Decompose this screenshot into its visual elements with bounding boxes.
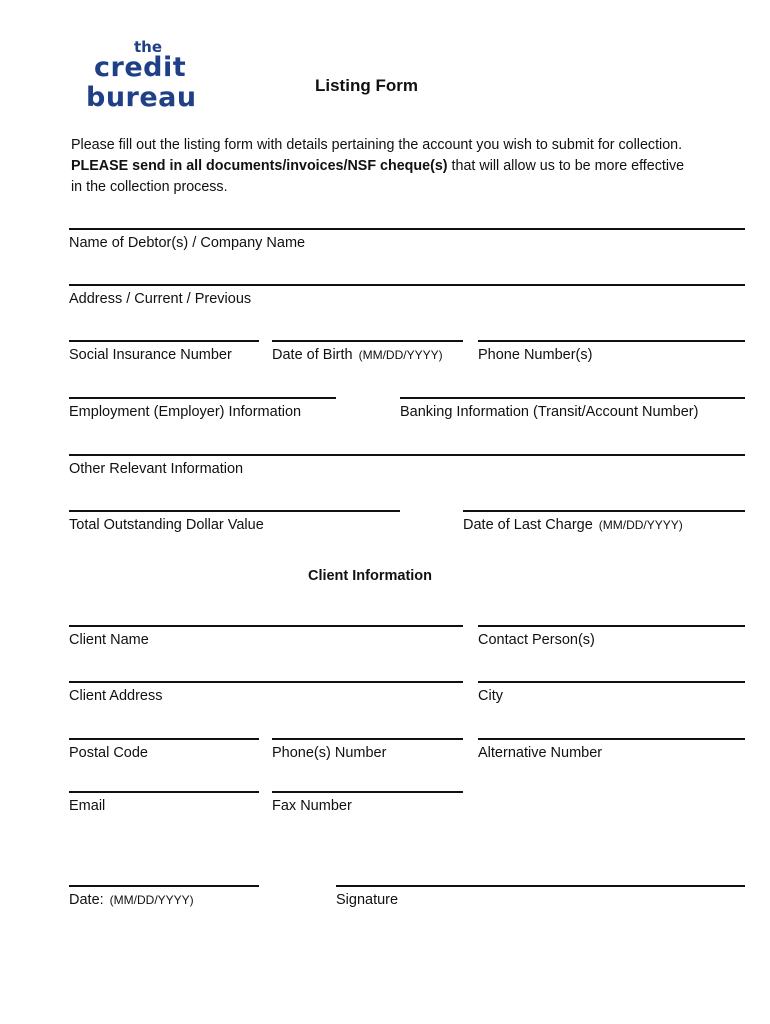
phone-field[interactable]	[478, 340, 745, 363]
client-name-label: Client Name	[69, 632, 149, 648]
banking-label: Banking Information (Transit/Account Number)	[400, 404, 699, 420]
intro-text	[71, 135, 751, 198]
banking-field[interactable]	[400, 397, 745, 420]
city-label: City	[478, 688, 503, 704]
email-label: Email	[69, 798, 106, 814]
intro-line-3: in the collection process.	[71, 179, 228, 195]
contact-person-field[interactable]	[478, 625, 745, 648]
email-field[interactable]	[69, 791, 259, 814]
date-field[interactable]	[69, 885, 259, 908]
debtor-address-label: Address / Current / Previous	[69, 291, 252, 307]
client-address-field[interactable]	[69, 681, 463, 704]
debtor-address-field[interactable]	[69, 284, 745, 307]
logo-line-the: the	[134, 38, 163, 56]
logo-line-credit: credit	[94, 52, 187, 83]
debtor-name-field[interactable]	[69, 228, 745, 251]
last-charge-field[interactable]	[463, 510, 745, 533]
signature-label: Signature	[336, 892, 399, 908]
date-label: Date:	[69, 892, 104, 908]
dob-label: Date of Birth	[272, 347, 353, 363]
employment-field[interactable]	[69, 397, 336, 420]
intro-bold-notice: PLEASE send in all documents/invoices/NSF cheque(s)	[71, 158, 448, 174]
form-title: Listing Form	[315, 76, 418, 95]
total-outstanding-label: Total Outstanding Dollar Value	[69, 517, 264, 533]
last-charge-label: Date of Last Charge	[463, 517, 593, 533]
intro-line-1: Please fill out the listing form with details pertaining the account you wish to submit for collection.	[71, 137, 683, 153]
alternative-number-label: Alternative Number	[478, 745, 603, 761]
client-phone-field[interactable]	[272, 738, 463, 761]
fax-label: Fax Number	[272, 798, 352, 814]
client-address-label: Client Address	[69, 688, 163, 704]
contact-person-label: Contact Person(s)	[478, 632, 595, 648]
other-info-field[interactable]	[69, 454, 745, 477]
alternative-number-field[interactable]	[478, 738, 745, 761]
date-format: (MM/DD/YYYY)	[109, 893, 194, 907]
logo-line-bureau: bureau	[86, 82, 197, 113]
postal-code-label: Postal Code	[69, 745, 148, 761]
employment-label: Employment (Employer) Information	[69, 404, 302, 420]
sin-label: Social Insurance Number	[69, 347, 232, 363]
last-charge-format: (MM/DD/YYYY)	[598, 518, 683, 532]
intro-line-2-rest: that will allow us to be more effective	[447, 158, 685, 174]
dob-format: (MM/DD/YYYY)	[358, 348, 443, 362]
sin-field[interactable]	[69, 340, 259, 363]
fax-field[interactable]	[272, 791, 463, 814]
other-info-label: Other Relevant Information	[69, 461, 244, 477]
city-field[interactable]	[478, 681, 745, 704]
client-phone-label: Phone(s) Number	[272, 745, 387, 761]
debtor-name-label: Name of Debtor(s) / Company Name	[69, 235, 306, 251]
dob-field[interactable]	[272, 340, 463, 363]
phone-label: Phone Number(s)	[478, 347, 593, 363]
client-name-field[interactable]	[69, 625, 463, 648]
client-section-title: Client Information	[307, 568, 433, 584]
signature-field[interactable]	[336, 885, 745, 908]
postal-code-field[interactable]	[69, 738, 259, 761]
total-outstanding-field[interactable]	[69, 510, 400, 533]
